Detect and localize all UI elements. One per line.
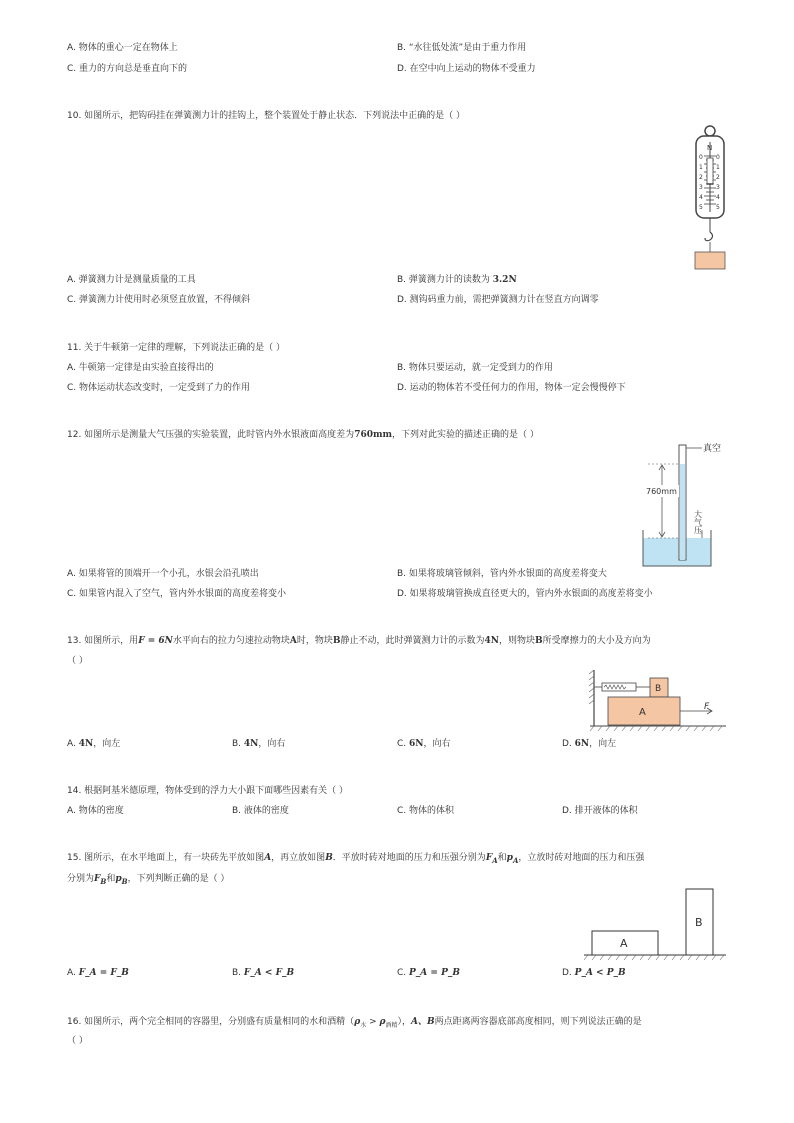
q15-stem: 15. 图所示，在水平地面上，有一块砖先平放如图A，再立放如图B．平放时砖对地面的压力和压强分别为$F_A$和$p_A$，立放时砖对地面的压力和压强 [67, 853, 645, 865]
q9-option-c: C. 重力的方向总是垂直向下的 [67, 64, 188, 74]
q14-option-a: A. 物体的密度 [67, 806, 124, 816]
q12-stem: 12. 如图所示是测量大气压强的实验装置，此时管内外水银液面高度差为760mm，下列对此实验的描述正确的是（ ） [67, 430, 539, 440]
q12-option-c: C. 如果管内混入了空气，管内外水银面的高度差将变小 [67, 589, 287, 599]
q11-option-d: D. 运动的物体若不受任何力的作用，物体一定会慢慢停下 [397, 383, 626, 393]
scale-unit: N [707, 144, 713, 152]
barometer-figure [640, 442, 732, 568]
q15-option-b: B. F_A < F_B [232, 968, 295, 978]
scale-label-4: 4 [699, 194, 703, 201]
q10-option-c: C. 弹簧测力计使用时必须竖直放置，不得倾斜 [67, 295, 251, 305]
q13-stem-line2: （ ） [67, 656, 88, 666]
brick-figure [582, 886, 728, 962]
q13-stem: 13. 如图所示，用F = 6N水平向右的拉力匀速拉动物块A时，物块B静止不动，此时弹簧测力计的示数为4N，则物块B所受摩擦力的大小及方向为 [67, 636, 651, 646]
q14-option-d: D. 排开液体的体积 [562, 806, 638, 816]
q15-stem-line2: 分别为$F_B$和$p_B$，下列判断正确的是（ ） [67, 874, 230, 886]
q9-option-b: B. “水往低处流”是由于重力作用 [397, 43, 527, 53]
q12-option-b: B. 如果将玻璃管倾斜，管内外水银面的高度差将变大 [397, 569, 607, 579]
spring-scale-figure [690, 124, 730, 270]
q11-option-c: C. 物体运动状态改变时，一定受到了力的作用 [67, 383, 251, 393]
q16-stem: 16. 如图所示，两个完全相同的容器里，分别盛有质量相同的水和酒精$(\rho_水 > \rho_{酒精})$，A、B两点距离两容器底部高度相同，则下列说法正确的是 [67, 1017, 642, 1029]
svg-text:2: 2 [716, 174, 720, 181]
q10-option-b: B. 弹簧测力计的读数为 3.2N [397, 275, 517, 285]
q14-option-c: C. 物体的体积 [397, 806, 455, 816]
air-pressure-label: 大气压 [693, 510, 703, 534]
svg-text:0: 0 [716, 154, 720, 161]
q13-option-a: A. 4N，向左 [67, 739, 121, 749]
scale-label-3: 3 [699, 184, 703, 191]
q10-option-a: A. 弹簧测力计是测量质量的工具 [67, 275, 196, 285]
q16-stem-line2: （ ） [67, 1036, 88, 1046]
q12-option-a: A. 如果将管的顶端开一个小孔，水银会沿孔喷出 [67, 569, 259, 579]
svg-text:3: 3 [716, 184, 720, 191]
svg-text:4: 4 [716, 194, 720, 201]
q9-option-a: A. 物体的重心一定在物体上 [67, 43, 178, 53]
height-label: 760mm [646, 487, 677, 496]
scale-label-2: 2 [699, 174, 703, 181]
q9-option-d: D. 在空中向上运动的物体不受重力 [397, 64, 536, 74]
q12-option-d: D. 如果将玻璃管换成直径更大的，管内外水银面的高度差将变小 [397, 589, 653, 599]
svg-text:5: 5 [716, 204, 720, 211]
block-a-label: A [639, 707, 646, 718]
q15-option-d: D. P_A < P_B [562, 968, 626, 978]
q10-stem: 10. 如图所示，把钩码挂在弹簧测力计的挂钩上，整个装置处于静止状态．下列说法中正确的是（ ） [67, 111, 466, 121]
scale-label-1: 1 [699, 164, 703, 171]
q11-stem: 11. 关于牛顿第一定律的理解，下列说法正确的是（ ） [67, 343, 286, 353]
scale-label-0: 0 [699, 154, 703, 161]
scale-label-5: 5 [699, 204, 703, 211]
hook-weight [695, 252, 725, 269]
q11-option-b: B. 物体只要运动，就一定受到力的作用 [397, 363, 553, 373]
friction-figure [588, 668, 728, 734]
svg-text:1: 1 [716, 164, 720, 171]
q14-option-b: B. 液体的密度 [232, 806, 289, 816]
brick-b-label: B [695, 916, 703, 929]
q10-option-d: D. 测钩码重力前，需把弹簧测力计在竖直方向调零 [397, 295, 599, 305]
q13-option-b: B. 4N，向右 [232, 739, 286, 749]
block-b-label: B [655, 684, 662, 694]
q13-option-d: D. 6N，向左 [562, 739, 617, 749]
q14-stem: 14. 根据阿基米德原理，物体受到的浮力大小跟下面哪些因素有关（ ） [67, 786, 349, 796]
brick-a-label: A [620, 937, 628, 950]
q15-option-a: A. F_A = F_B [67, 968, 129, 978]
q13-option-c: C. 6N，向右 [397, 739, 451, 749]
q15-option-c: C. P_A = P_B [397, 968, 460, 978]
q11-option-a: A. 牛顿第一定律是由实验直接得出的 [67, 363, 214, 373]
force-f-label: F [704, 702, 710, 712]
vacuum-label: 真空 [703, 444, 722, 454]
